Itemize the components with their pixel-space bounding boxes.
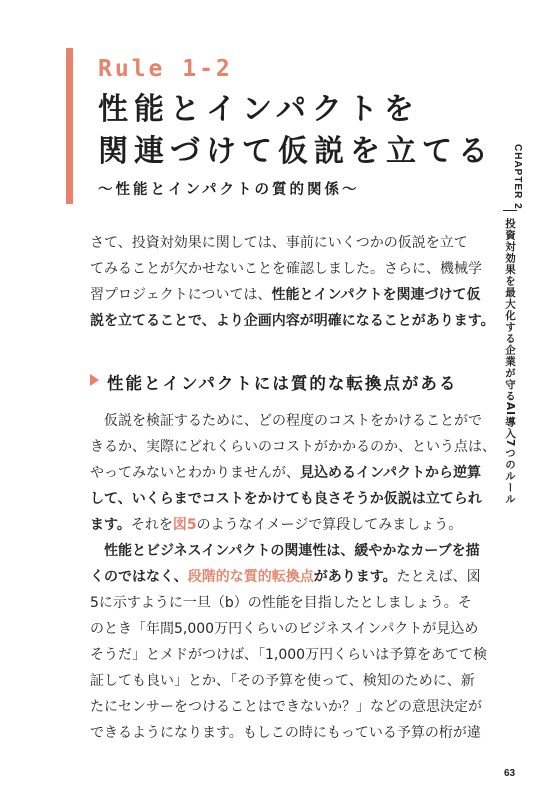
text-span: 5に示すように一旦（b）の性能を目指したとしましょう。そ — [90, 595, 472, 611]
text-span: 仮説を検証するために、どの程度のコストをかけることがで — [104, 413, 482, 429]
bold-text: 性能とインパクトを関連づけて仮 — [271, 287, 481, 303]
body-line — [90, 642, 492, 668]
section-heading-text: 性能とインパクトには質的な転換点がある — [107, 374, 458, 393]
body-line — [90, 564, 492, 590]
book-title-vertical: 投資対効果を最大化する企業が守るAI導入7つのルール — [504, 218, 516, 505]
page-subtitle: 〜性能とインパクトの質的関係〜 — [98, 182, 360, 198]
text-span: のようなイメージで算段してみましょう。 — [196, 517, 463, 533]
side-tab-divider — [503, 210, 517, 211]
bold-text: 性能とビジネスインパクトの関連性は、緩やかなカーブを描 — [104, 543, 480, 559]
bold-text: 見込めるインパクトから逆算 — [300, 465, 482, 481]
text-span: それを — [130, 517, 173, 533]
bold-text: 説を立てることで、より企画内容が明確になることがあります。 — [90, 313, 495, 329]
body-line — [90, 460, 492, 486]
body-line — [90, 408, 492, 434]
highlighted-term: 段階的な質的転換点 — [187, 569, 314, 585]
body-line — [90, 486, 492, 512]
bold-text: して、いくらまでコストをかけても良さそうか仮説は立てられ — [90, 491, 482, 507]
chapter-label: CHAPTER 2 — [512, 144, 523, 210]
intro-line-1 — [90, 230, 492, 256]
body-paragraph — [90, 408, 496, 746]
body-line — [90, 512, 492, 538]
page-title-line-2: 関連づけて仮説を立てる — [98, 134, 494, 169]
figure-reference: 図5 — [172, 517, 197, 533]
page-title-line-1: 性能とインパクトを — [98, 92, 420, 127]
rule-label: Rule 1-2 — [98, 56, 233, 82]
bold-text: ます。 — [90, 517, 131, 533]
bold-text: くのではなく、 — [90, 569, 188, 585]
text-span: 習プロジェクトについては、 — [90, 287, 272, 303]
intro-paragraph — [90, 230, 495, 334]
body-line — [90, 694, 492, 720]
text-span: やってみないとわかりませんが、 — [90, 465, 300, 481]
intro-line-3 — [90, 282, 492, 308]
triangle-bullet-icon — [90, 374, 99, 386]
section-heading — [90, 370, 492, 394]
intro-line-4 — [90, 308, 495, 334]
body-line — [90, 720, 492, 746]
text-span: のとき「年間5,000万円くらいのビジネスインパクトが見込め — [90, 621, 479, 637]
accent-bar — [66, 48, 73, 204]
text-span: そうだ」とメドがつけば、「1,000万円くらいは予算をあてて検 — [90, 647, 488, 663]
body-line — [90, 668, 492, 694]
text-span: できるようになります。もしこの時にもっている予算の桁が違 — [90, 725, 481, 741]
body-line — [90, 590, 492, 616]
body-line — [90, 538, 492, 564]
text-span: きるか、実際にどれくらいのコストがかかるのか、という点は、 — [90, 439, 496, 455]
body-line — [90, 616, 492, 642]
page-number: 63 — [504, 768, 516, 779]
intro-line-2 — [90, 256, 492, 282]
text-span: 証しても良い」とか、「その予算を使って、検知のために、新 — [90, 673, 475, 689]
chapter-side-tab — [497, 134, 523, 520]
text-span: てみることが欠かせないことを確認しました。さらに、機械学 — [90, 261, 482, 277]
body-line — [90, 434, 496, 460]
text-span: たとえば、図 — [396, 569, 481, 585]
text-span: たにセンサーをつけることはできないか？」などの意思決定が — [90, 699, 482, 715]
bold-text: があります。 — [313, 569, 397, 585]
text-span: さて、投資対効果に関しては、事前にいくつかの仮説を立て — [90, 235, 468, 251]
